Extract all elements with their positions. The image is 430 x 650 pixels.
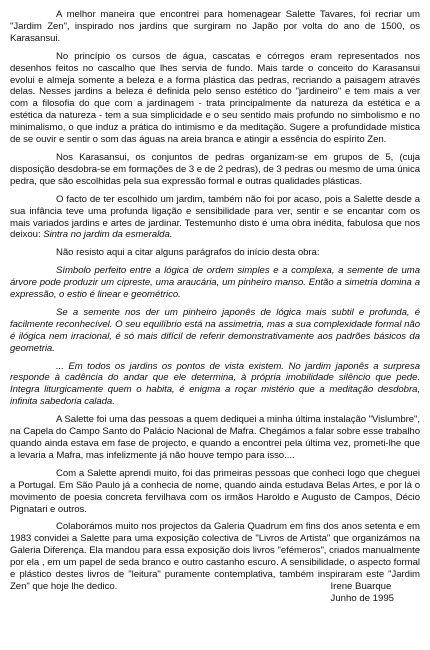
paragraph-intro: A melhor maneira que encontrei para homenagear Salette Tavares, foi recriar um "Jardim Zen", inspirado nos jardins que surgiram no Japão por volta do ano de 1500, os Karasansui. — [10, 9, 420, 44]
paragraph-sao-paulo: Com a Salette aprendi muito, foi das primeiras pessoas que conheci logo que cheguei a Portugal. Em São Paulo já a conhecia de nome, quando ainda estudava Belas Artes, e por lá o movimento de poesia concreta fervilhava com os irmãos Haroldo e Augusto de Campos, Décio Pignatari e outros. — [10, 467, 420, 515]
paragraph-garden-choice: O facto de ter escolhido um jardim, também não foi por acaso, pois a Salette desde a sua infância teve uma profunda ligação e sensibilidade para ver, sentir e se encantar com os mais variados jardins e artes de jardinar. Testemunho disto é uma obra inédita, fabulosa que nos deixou: Sintra no jardim da esmeralda. — [10, 193, 420, 241]
paragraph-karasansui-history: No princípio os cursos de água, cascatas e córregos eram representados nos desenhos feitos no cascalho que lhes servia de fundo. Mais tarde o conceito do Karasansui evolui e almeja somente a beleza e a forma plástica das pedras, recriando a paisagem através delas. Nesses jardins a beleza é definida pelo senso estético do "jardineiro" e tem mais a ver com a filosofia do que com a jardinagem - trata principalmente da natureza da estética e a estética da natureza - tem a sua simplicidade e o seu sentido mais profundo no simbolismo e no minimalismo, o que induz a prática do intimismo e da meditação. Sugere a profundidade mística de se ouvir e sentir o som das águas na areia branca e atingir a essência do espírito Zen. — [10, 50, 420, 146]
paragraph-quote-2: Se a semente nos der um pinheiro japonês de lógica mais subtil e profunda, é facilmente reconhecível. O seu equilíbrio está na assimetria, mas a sua complexidade formal não é ilógica nem irracional, é só mais difícil de referir demonstrativamente aos padrões básicos da geometria. — [10, 306, 420, 354]
signature-date: Junho de 1995 — [330, 593, 394, 604]
signature-block — [331, 581, 394, 605]
paragraph-quote-1: Símbolo perfeito entre a lógica de ordem simples e a complexa, a semente de uma árvore pode produzir um cipreste, uma araucária, um pinheiro manso. Então a simetria domina a expressão, o estio é linear e geométrico. — [10, 265, 420, 301]
book-title: Sintra no jardim da esmeralda. — [43, 229, 173, 241]
paragraph-stone-groups: Nos Karasansui, os conjuntos de pedras organizam-se em grupos de 5, (cuja disposição desdobra-se em formações de 3 e de 2 pedras), de 3 pedras ou mesmo de uma única pedra, que são escolhidas pela sua expressão formal e outras qualidades plásticas. — [10, 151, 420, 187]
document-body — [10, 9, 420, 593]
paragraph-vislumbre: A Salette foi uma das pessoas a quem dediquei a minha última instalação "Vislumbre", na Capela do Campo Santo do Palácio Nacional de Mafra. Chegámos a falar sobre esse trabalho quando ainda estava em fase de projecto, e quando a encontrei pela última vez, prometi-lhe que a levaria a Mafra, mas infelizmente já não houve tempo para isso.... — [10, 414, 421, 461]
signature-name: Irene Buarque — [330, 581, 392, 592]
paragraph-quote-3: ... Em todos os jardins os pontos de vista existem. No jardim japonês a surpresa responde à cadência do andar que ele determina, à própria imobilidade silêncio que pede. Integra liturgicamente quem o habita, é enigma a roçar mistério que a meditação desdobra, infinita sabedoria calada. — [10, 360, 420, 408]
paragraph-quote-intro: Não resisto aqui a citar alguns parágrafos do início desta obra: — [56, 247, 320, 259]
paragraph-quadrum: Colaborámos muito nos projectos da Galeria Quadrum em fins dos anos setenta e em 1983 convidei a Salette para uma exposição colectiva de "Livros de Artista" que organizámos na Galeria Diferença. Ela mandou para essa exposição dois livros "efémeros", criados manualmente por ela , em um papel de seda branco e outro castanho escuro. A sensibilidade, o aspecto formal e plástico destes livros de "leitura" puramente contemplativa, também inspiraram este "Jardim Zen" que hoje lhe dedico. — [10, 521, 420, 592]
